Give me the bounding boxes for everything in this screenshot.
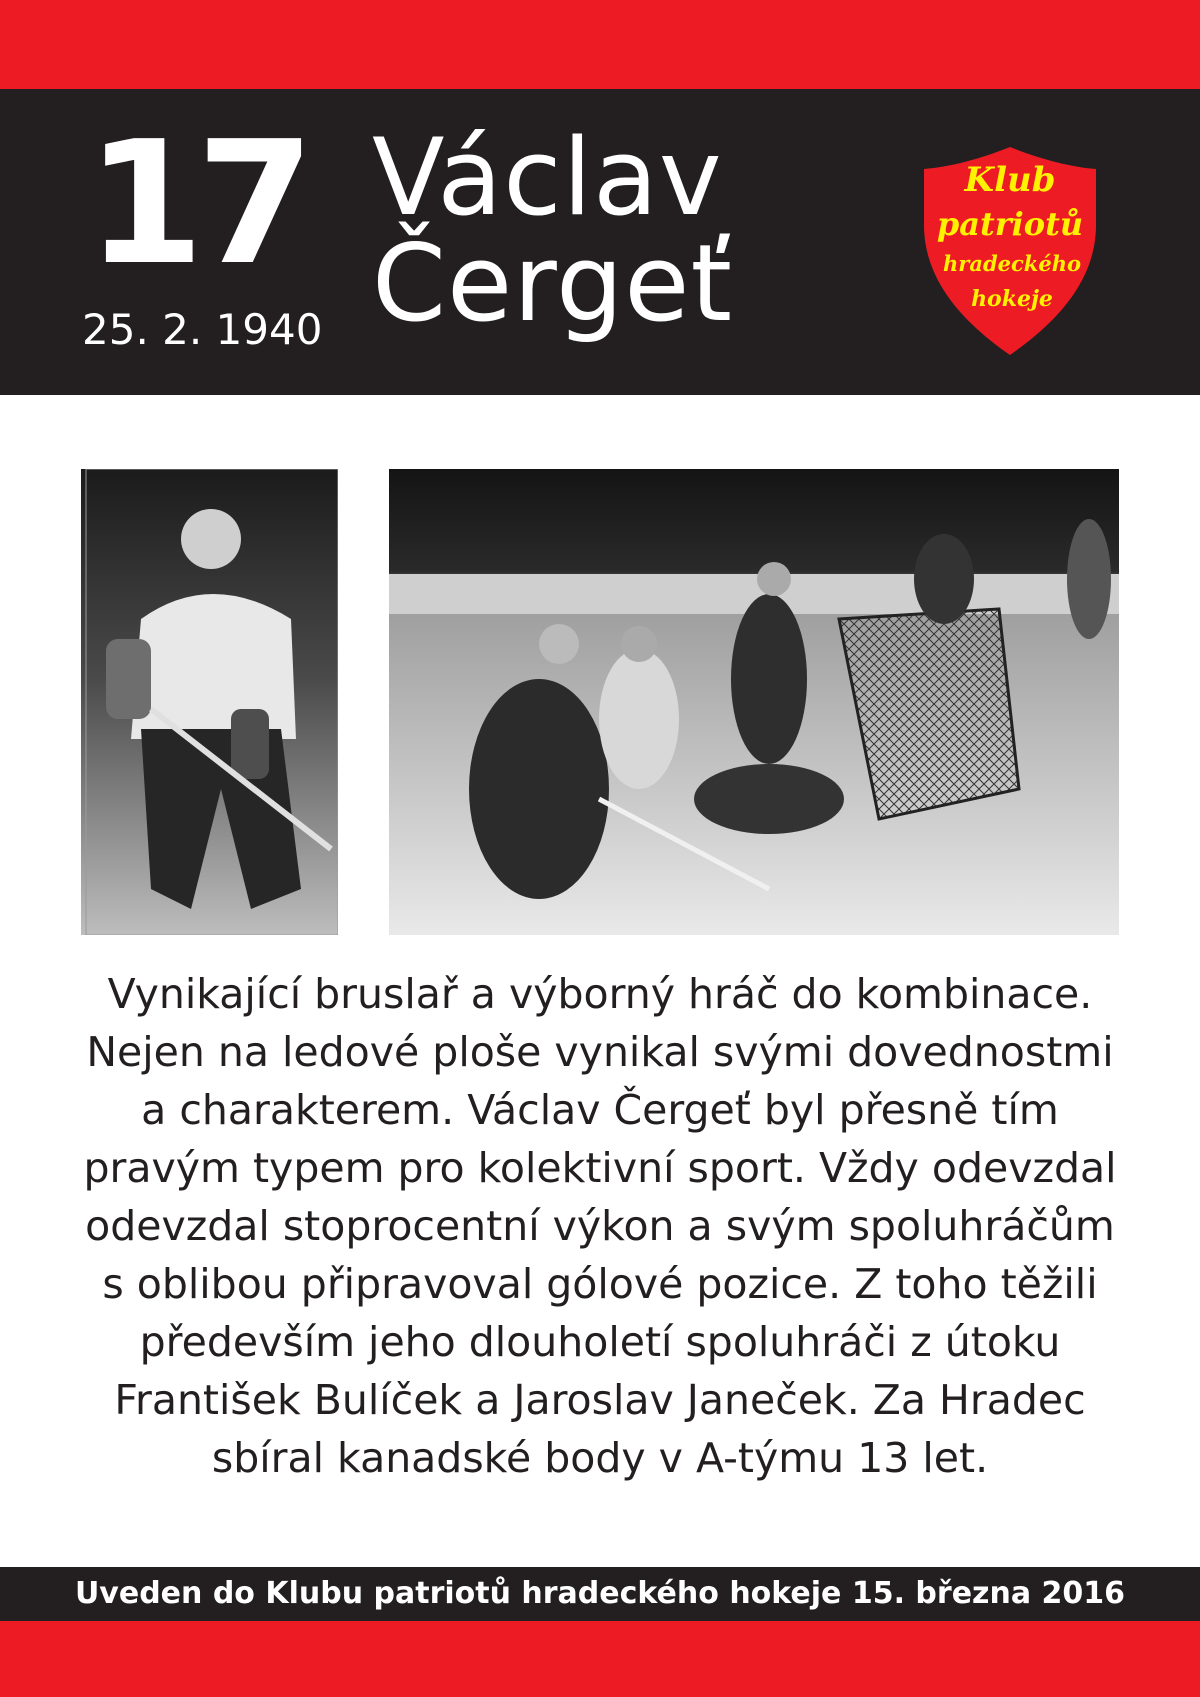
bottom-red-band: [0, 1621, 1200, 1697]
player-last-name: Čergeť: [372, 222, 734, 345]
logo-line-4: hokeje: [971, 286, 1053, 312]
player-biography: Vynikající bruslař a výborný hráč do kombinace. Nejen na ledové ploše vynikal svými dovednostmi a charakterem. Václav Čergeť byl přesně tím pravým typem pro kolektivní sport. Vždy odevzdal odevzdal stoprocentní výkon a svým spoluhráčům s oblibou připravoval gólové pozice. Z toho těžili především jeho dlouholetí spoluhráči z útoku František Bulíček a Jaroslav Janeček. Za Hradec sbíral kanadské body v A-týmu 13 let.: [83, 970, 1117, 1482]
club-shield-logo: [920, 145, 1100, 357]
player-portrait-image: [81, 469, 338, 935]
logo-line-2: patriotů: [936, 205, 1084, 243]
logo-line-3: hradeckého: [943, 251, 1081, 276]
induction-footer: Uveden do Klubu patriotů hradeckého hokeje 15. března 2016: [0, 1567, 1200, 1621]
header-band: [0, 89, 1200, 395]
player-name: [372, 116, 734, 345]
player-first-name: Václav: [372, 116, 723, 239]
jersey-number: 17: [86, 105, 307, 303]
birth-date: 25. 2. 1940: [82, 305, 323, 354]
top-red-band: [0, 0, 1200, 89]
logo-line-1: Klub: [964, 160, 1056, 200]
player-portrait-photo: [81, 469, 338, 935]
game-action-image: [389, 469, 1119, 935]
game-action-photo: [389, 469, 1119, 935]
